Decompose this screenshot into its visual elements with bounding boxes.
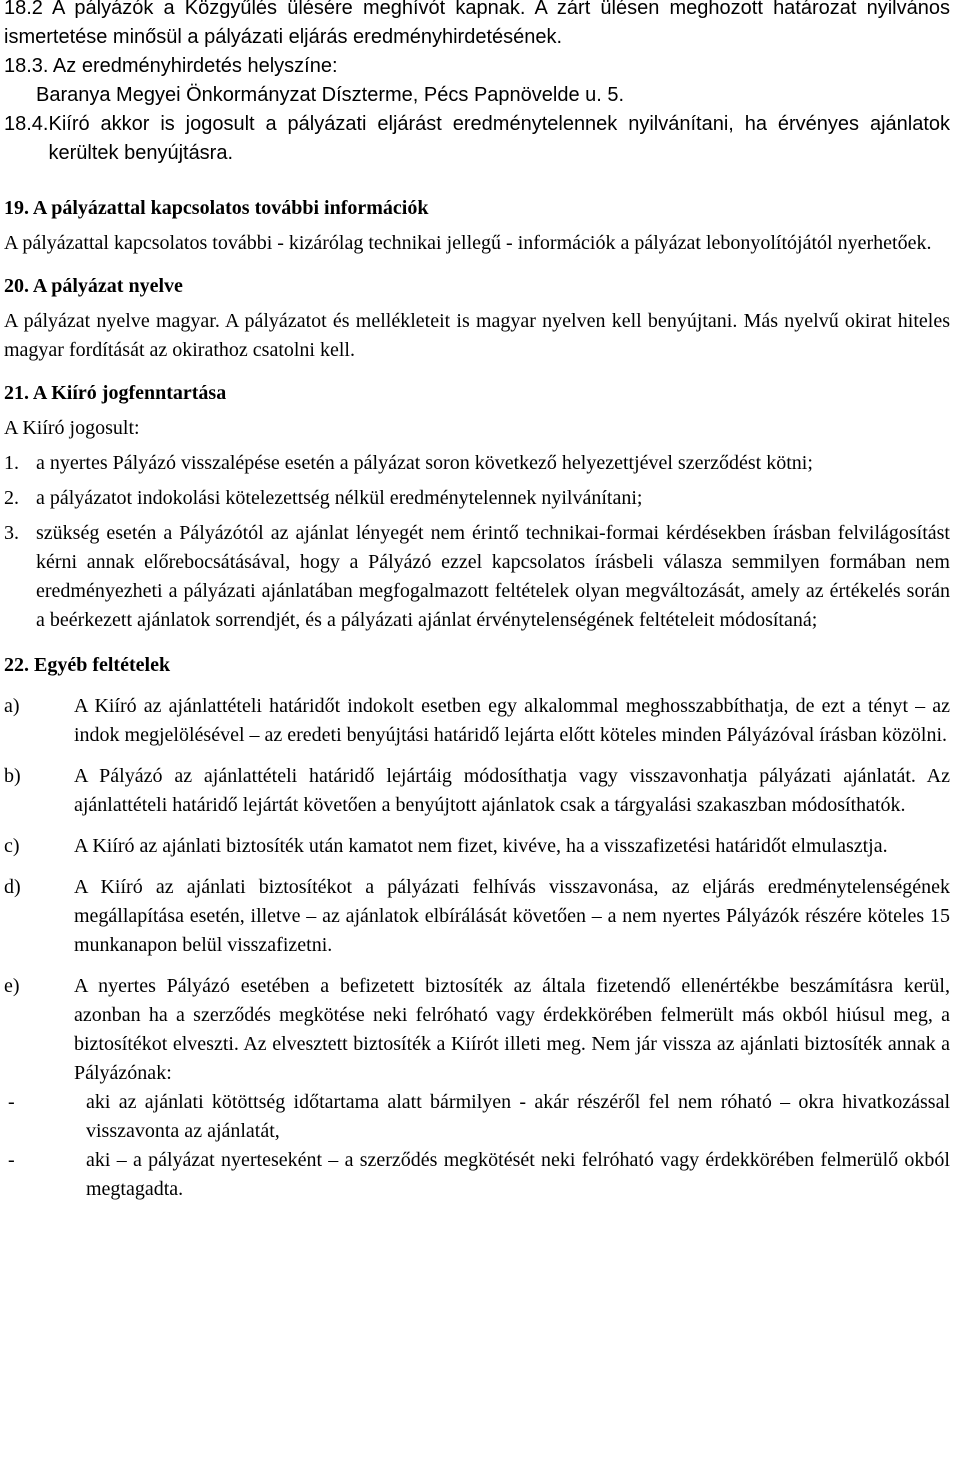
section-22-title: 22. Egyéb feltételek [4,654,171,676]
section-18-4 [4,110,950,168]
section-21-intro: A Kiíró jogosult: [4,417,140,439]
list-item [4,873,950,960]
list-item-text: a nyertes Pályázó visszalépése esetén a pályázat soron következő helyezettjével szerződést kötni; [36,452,813,474]
dash-item-label: - [8,1091,15,1113]
section-18-4-number: 18.4. [4,113,49,135]
section-18-2-text: 18.2 A pályázók a Közgyűlés ülésére meghívót kapnak. A zárt ülésen meghozott határozat nyilvános ismertetése minősül a pályázati eljárás eredményhirdetésének. [4,0,950,48]
list-item [4,762,950,820]
list-item-label: a) [4,695,20,717]
list-item-text: A Pályázó az ajánlattételi határidő lejártáig módosíthatja vagy visszavonhatja pályázati ajánlatát. Az ajánlattételi határidő lejártát követően a benyújtott ajánlatok csak a tárgyalási szakaszban módosíthatók. [74,765,950,816]
section-20-text: A pályázat nyelve magyar. A pályázatot és mellékleteit is magyar nyelven kell benyújtani. Más nyelvű okirat hiteles magyar fordítását az okirathoz csatolni kell. [4,310,950,361]
list-item-label: c) [4,835,20,857]
dash-item-text: aki – a pályázat nyerteseként – a szerződés megkötését neki felróható vagy érdekkörében felmerülő okból megtagadta. [86,1149,950,1200]
list-item-label: 2. [4,487,19,509]
section-18-2 [4,0,950,168]
list-item-text: A Kiíró az ajánlati biztosítékot a pályázati felhívás visszavonása, az eljárás eredménytelenségének megállapítása esetén, illetve – az ajánlatok elbírálását követően – a nem nyertes Pályázók részére köteles 15 munkanapon belül visszafizetni. [74,876,950,956]
list-item-label: 1. [4,452,19,474]
dash-item [4,1146,950,1204]
list-item [4,519,950,635]
list-item-text: A Kiíró az ajánlattételi határidőt indokolt esetben egy alkalommal meghosszabbíthatja, de ezt a tényt – az indok megjelölésével – az eredeti benyújtási határidő lejárta előtt köteles minden Pályázóval írásban közölni. [74,695,950,746]
list-item-text: szükség esetén a Pályázótól az ajánlat lényegét nem érintő technikai-formai kérdésekben írásban felvilágosítást kérni annak előrebocsátásával, hogy a Pályázó ezzel kapcsolatos írásbeli válasza semmilyen formában nem eredményezheti a pályázati ajánlatában megfogalmazott feltételek olyan megváltozását, amely az értékelés során a beérkezett ajánlatok sorrendjét, és a pályázati ajánlat érvénytelenségének feltételeit módosítaná; [36,522,950,631]
list-item [4,832,950,861]
dash-item-text: aki az ajánlati kötöttség időtartama alatt bármilyen - akár részéről fel nem róható – okra hivatkozással visszavonta az ajánlatát, [86,1091,950,1142]
list-item-label: b) [4,765,21,787]
section-19-text: A pályázattal kapcsolatos további - kizárólag technikai jellegű - információk a pályázat lebonyolítójától nyerhetőek. [4,232,932,254]
section-21-list [4,449,950,635]
list-item-label: d) [4,876,21,898]
list-item-label: 3. [4,522,19,544]
list-item [4,484,950,513]
section-18-3-venue: Baranya Megyei Önkormányzat Díszterme, Pécs Papnövelde u. 5. [36,84,625,106]
section-22-list [4,692,950,1088]
dash-item-label: - [8,1149,15,1171]
section-19-title: 19. A pályázattal kapcsolatos további információk [4,197,429,219]
section-21-title: 21. A Kiíró jogfenntartása [4,382,227,404]
dash-item [4,1088,950,1146]
section-18-4-text: Kiíró akkor is jogosult a pályázati eljárást eredménytelennek nyilvánítani, ha érvényes ajánlatok kerültek benyújtásra. [48,113,950,164]
dash-list [4,1088,950,1204]
section-18-3-heading: 18.3. Az eredményhirdetés helyszíne: [4,55,338,77]
document-page [4,0,950,1204]
list-item-text: a pályázatot indokolási kötelezettség nélkül eredménytelennek nyilvánítani; [36,487,643,509]
list-item-label: e) [4,975,20,997]
list-item [4,972,950,1088]
list-item [4,449,950,478]
list-item-text: A Kiíró az ajánlati biztosíték után kamatot nem fizet, kivéve, ha a visszafizetési határidőt elmulasztja. [74,835,888,857]
list-item-text: A nyertes Pályázó esetében a befizetett biztosíték az általa fizetendő ellenértékbe beszámításra kerül, azonban ha a szerződés megkötése neki felróható vagy érdekkörében felmerült más okból hiúsul meg, a biztosítékot elveszti. Az elvesztett biztosíték a Kiírót illeti meg. Nem jár vissza az ajánlati biztosíték annak a Pályázónak: [74,975,950,1084]
section-20-title: 20. A pályázat nyelve [4,275,183,297]
list-item [4,692,950,750]
